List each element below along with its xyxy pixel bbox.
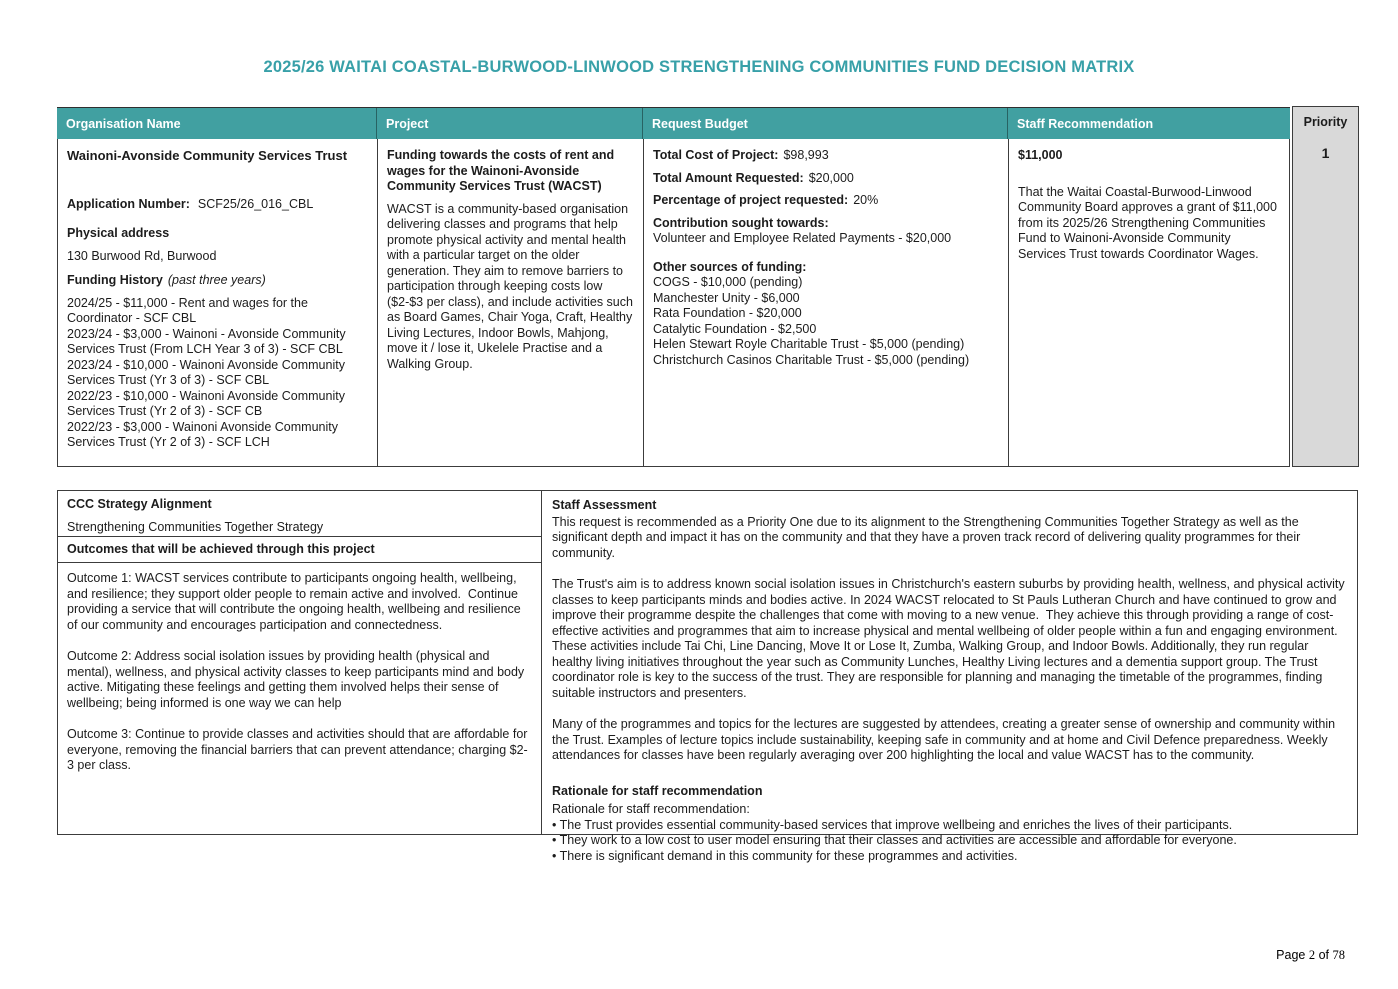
rationale-bullet: • The Trust provides essential community-based services that improve wellbeing and enriches the lives of their participants. [552, 817, 1233, 832]
application-number-label: Application Number: [67, 196, 190, 211]
total-requested-line [653, 171, 998, 187]
staff-assessment-paragraph: Many of the programmes and topics for the lectures are suggested by attendees, creating a greater sense of ownership and community within the Trust. Examples of lecture topics include sustainability, keeping safe in community and at home and Civil Defence preparedness. Weekly attendances for classes have been regularly averaging over 200 highlighting the local and value WACST has to the community. [552, 717, 1339, 762]
total-cost-value: $98,993 [783, 148, 829, 162]
assessment-table [57, 490, 1358, 863]
physical-address-value: 130 Burwood Rd, Burwood [67, 248, 217, 263]
contribution-value: Volunteer and Employee Related Payments - $20,000 [653, 231, 952, 245]
other-source-item: Manchester Unity - $6,000 [653, 290, 800, 305]
column-header-staff-recommendation: Staff Recommendation [1017, 116, 1154, 131]
other-source-item: Christchurch Casinos Charitable Trust - $5,000 (pending) [653, 352, 970, 367]
strategy-header-row [58, 491, 541, 537]
total-cost-line [653, 148, 998, 164]
project-title: Funding towards the costs of rent and wages for the Wainoni-Avonside Community Services Trust (WACST) [387, 148, 618, 193]
matrix-header-row [57, 107, 1290, 139]
percentage-value: 20% [853, 193, 879, 207]
column-header-priority: Priority [1303, 115, 1348, 129]
rationale-bullet: • There is significant demand in this community for these programmes and activities. [552, 848, 1018, 863]
funding-history-label: Funding History [67, 273, 163, 287]
funding-history-item: 2024/25 - $11,000 - Rent and wages for the Coordinator - SCF CBL [67, 295, 312, 325]
column-header-project: Project [377, 108, 643, 139]
decision-matrix-table [57, 107, 1290, 467]
outcomes-heading: Outcomes that will be achieved through this project [67, 542, 375, 556]
funding-history-item: 2022/23 - $3,000 - Wainoni Avonside Community Services Trust (Yr 2 of 3) - SCF LCH [67, 419, 342, 449]
project-cell [378, 139, 644, 466]
percentage-label: Percentage of project requested: [653, 193, 849, 207]
priority-value: 1 [1321, 145, 1330, 161]
other-source-item: Helen Stewart Royle Charitable Trust - $5,000 (pending) [653, 337, 965, 351]
page-title: 2025/26 WAITAI COASTAL-BURWOOD-LINWOOD STRENGTHENING COMMUNITIES FUND DECISION MATRIX [263, 58, 1135, 76]
outcomes-header-row [58, 537, 541, 563]
staff-assessment-paragraph: The Trust's aim is to address known social isolation issues in Christchurch's eastern suburbs by providing health, wellness, and physical activity classes to keep participants minds and bodies active. In 2024 WACST relocated to St Pauls Lutheran Church and have continued to grow and improve their programme despite the challenges that come with moving to a new venue. They achieve this through providing a range of cost-effective activities and programmes that aim to increase physical and mental wellbeing of older people within a fun and engaging environment. These activities include Tai Chi, Line Dancing, Move It or Lose It, Zumba, Walking Group, and Indoor Bowls. Additionally, they run regular healthy living initiatives throughout the year such as Community Lunches, Healthy Living lectures and a dementia support group. The Trust coordinator role is key to the success of the trust. They are responsible for planning and managing the timetable of the programmes, finding suitable instructors and presenters. [552, 577, 1349, 700]
request-budget-cell [644, 139, 1009, 466]
total-pages: 78 [1332, 948, 1345, 962]
strategy-name: Strengthening Communities Together Strategy [67, 519, 324, 534]
staff-assessment-paragraph: This request is recommended as a Priority One due to its alignment to the Strengthening Communities Together Strategy as well as the significant depth and impact it has on the community and that they have a proven track record of delivering quality programmes for their community. [552, 514, 1304, 560]
rationale-bullet: • They work to a low cost to user model ensuring that their classes and activities are accessible and affordable for everyone. [552, 833, 1237, 847]
matrix-body-row [57, 139, 1290, 467]
page-number: 2 [1308, 948, 1316, 962]
outcome-item: Outcome 2: Address social isolation issues by providing health (physical and mental), wellness, and physical activity classes to keep participants mind and body active. Mitigating these feelings and getting them involved helps their sense of wellbeing; being informed is one way we can help [67, 649, 528, 710]
other-sources-label: Other sources of funding: [653, 259, 807, 274]
column-header-organisation: Organisation Name [57, 108, 377, 139]
other-source-item: COGS - $10,000 (pending) [653, 275, 803, 289]
funding-history-item: 2022/23 - $10,000 - Wainoni Avonside Community Services Trust (Yr 2 of 3) - SCF CB [67, 388, 349, 418]
application-number-value: SCF25/26_016_CBL [197, 196, 314, 211]
funding-history-note: (past three years) [167, 273, 266, 287]
funding-history-item: 2023/24 - $10,000 - Wainoni Avonside Community Services Trust (Yr 3 of 3) - SCF CBL [67, 357, 349, 387]
organisation-name: Wainoni-Avonside Community Services Trust [67, 148, 348, 163]
organisation-cell [58, 139, 378, 466]
other-source-item: Rata Foundation - $20,000 [653, 306, 802, 320]
priority-column [1292, 106, 1359, 467]
staff-recommendation-cell [1009, 139, 1290, 466]
outcomes-body-row [58, 563, 541, 834]
funding-history-heading [67, 273, 367, 289]
funding-history-item: 2023/24 - $3,000 - Wainoni - Avonside Community Services Trust (From LCH Year 3 of 3) - SCF CBL [67, 326, 350, 356]
recommendation-text: That the Waitai Coastal-Burwood-Linwood Community Board approves a grant of $11,000 from its 2025/26 Strengthening Communities Fund to Wainoni-Avonside Community Services Trust towards Coordinator Wages. [1018, 184, 1281, 261]
strategy-heading: CCC Strategy Alignment [67, 497, 212, 511]
page-label: Page [1276, 948, 1306, 962]
staff-assessment-heading: Staff Assessment [552, 498, 657, 512]
total-requested-label: Total Amount Requested: [653, 170, 804, 185]
rationale-heading: Rationale for staff recommendation [552, 783, 763, 798]
total-requested-value: $20,000 [808, 170, 854, 185]
strategy-alignment-cell [58, 491, 542, 834]
outcome-item: Outcome 3: Continue to provide classes and activities should that are affordable for everyone, removing the financial barriers that can prevent attendance; charging $2-3 per class. [67, 727, 531, 772]
total-cost-label: Total Cost of Project: [653, 148, 779, 162]
rationale-intro: Rationale for staff recommendation: [552, 802, 750, 816]
recommendation-amount: $11,000 [1018, 148, 1063, 162]
outcome-item: Outcome 1: WACST services contribute to participants ongoing health, wellbeing, and resilience; they support older people to remain active and involved. Continue providing a service that will contribute the ongoing health, wellbeing and resilience of our community and encourages participation and connectedness. [67, 571, 525, 632]
percentage-line [653, 193, 998, 209]
other-source-item: Catalytic Foundation - $2,500 [653, 321, 817, 336]
column-header-budget: Request Budget [643, 108, 1008, 139]
page-footer [1276, 948, 1345, 963]
physical-address-label: Physical address [67, 226, 170, 240]
project-description: WACST is a community-based organisation delivering classes and programs that help promote physical activity and mental health with a particular target on the older generation. They aim to remove barriers to participation through keeping costs low ($2-$3 per class), and include activities such as Board Games, Chair Yoga, Craft, Healthy Living Lectures, Indoor Bowls, Mahjong, move it / lose it, Ukelele Practise and a Walking Group. [387, 201, 637, 371]
contribution-label: Contribution sought towards: [653, 215, 829, 230]
of-label: of [1318, 948, 1330, 962]
application-number-line [67, 197, 367, 213]
staff-assessment-cell [542, 491, 1357, 863]
